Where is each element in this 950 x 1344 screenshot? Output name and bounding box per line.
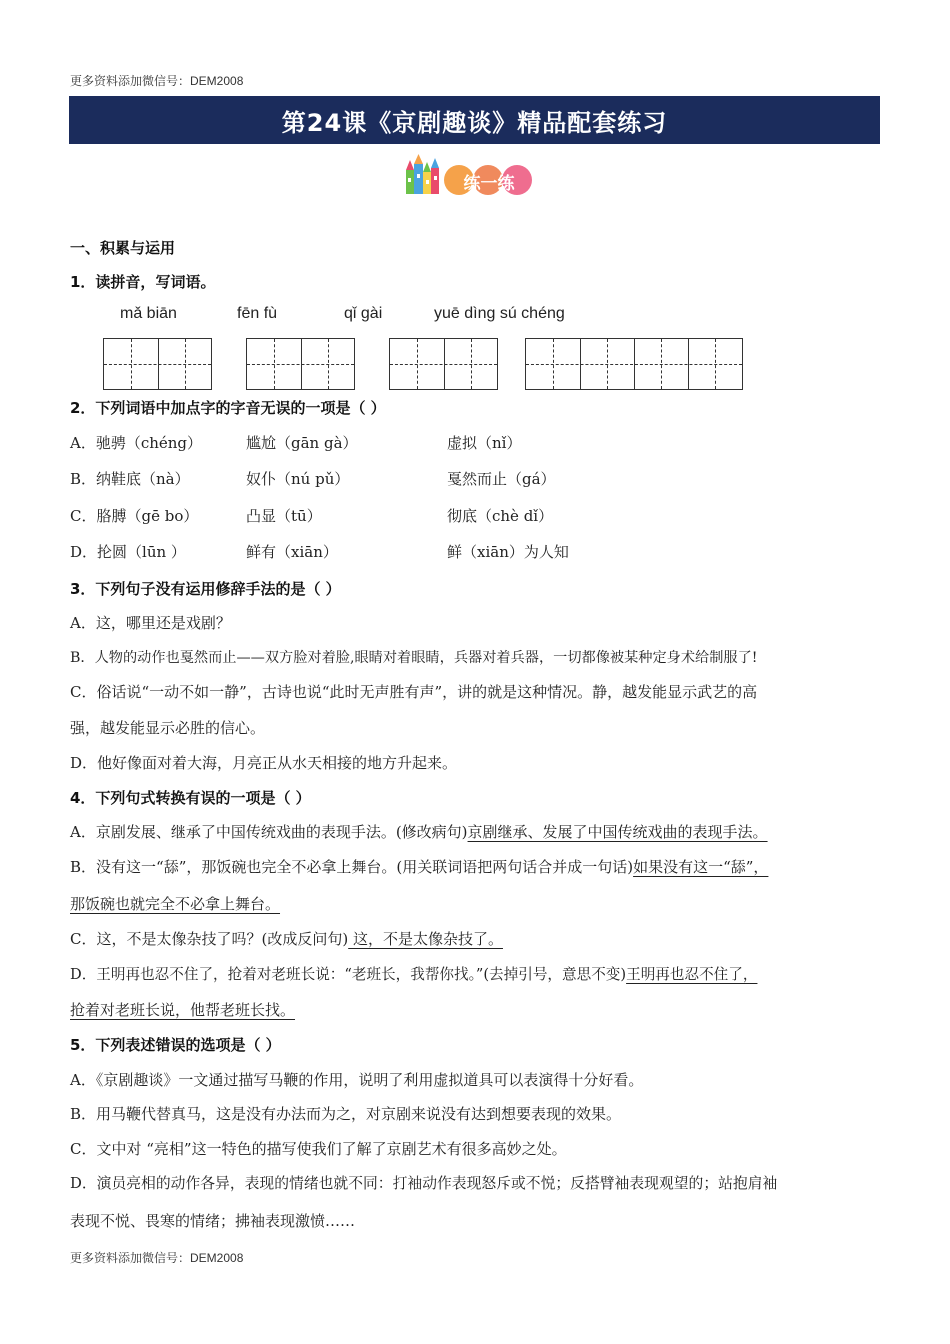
pinyin-3: qǐ gài bbox=[344, 305, 383, 322]
q4-option-c-text: C．这，不是太像杂技了吗？(改成反问句) bbox=[70, 930, 349, 948]
q4-option-d-answer-2: 抢着对老班长说，他帮老班长找。 bbox=[70, 1001, 296, 1019]
q4-option-c-answer: 这，不是太像杂技了。 bbox=[348, 930, 503, 948]
q5-option-a: A．《京剧趣谈》一文通过描写马鞭的作用，说明了利用虚拟道具可以表演得十分好看。 bbox=[70, 1071, 644, 1089]
q4-option-b bbox=[70, 856, 768, 877]
question-5-title: 5．下列表述错误的选项是（ ） bbox=[70, 1036, 281, 1054]
footer-note: 更多资料添加微信号：DEM2008 bbox=[70, 1251, 244, 1265]
page-title: 第24课《京剧趣谈》精品配套练习 bbox=[69, 96, 880, 144]
q4-option-c bbox=[70, 928, 503, 949]
q2-option-d-2: 鲜有（xiān） bbox=[246, 543, 338, 561]
q4-option-a-text: A．京剧发展、继承了中国传统戏曲的表现手法。(修改病句) bbox=[70, 823, 468, 841]
question-1-title: 1．读拼音，写词语。 bbox=[70, 273, 216, 291]
q4-option-d-line2 bbox=[70, 999, 295, 1020]
writing-grid-4[interactable] bbox=[525, 338, 743, 390]
q2-option-a-2: 尴尬（gān gà） bbox=[246, 434, 358, 452]
practice-badge bbox=[404, 154, 534, 198]
q5-option-b: B．用马鞭代替真马，这是没有办法而为之，对京剧来说没有达到想要表现的效果。 bbox=[70, 1105, 622, 1123]
q3-option-b: B．人物的动作也戛然而止——双方脸对着脸,眼睛对着眼睛，兵器对着兵器，一切都像被某种定身术给制服了! bbox=[70, 650, 758, 666]
q4-option-d-answer-1: 王明再也忍不住了， bbox=[626, 966, 758, 983]
q3-option-c-line1: C．俗话说“一动不如一静”，古诗也说“此时无声胜有声”，讲的就是这种情况。静，越发能显示武艺的高 bbox=[70, 683, 758, 701]
writing-grid-1[interactable] bbox=[103, 338, 212, 390]
header-note: 更多资料添加微信号：DEM2008 bbox=[70, 74, 244, 88]
q5-option-d-line1: D．演员亮相的动作各异，表现的情绪也就不同：打袖动作表现怒斥或不悦；反搭臂袖表现观望的；站抱肩袖 bbox=[70, 1175, 778, 1192]
question-4-title: 4．下列句式转换有误的一项是（ ） bbox=[70, 789, 311, 807]
pinyin-2: fēn fù bbox=[237, 305, 278, 322]
q4-option-b-answer-1: 如果没有这一“舔”， bbox=[633, 858, 769, 876]
pinyin-4: yuē dìng sú chéng bbox=[434, 305, 565, 322]
q2-option-a: A．驰骋（chéng） bbox=[70, 434, 203, 452]
pinyin-1: mǎ biān bbox=[120, 305, 177, 322]
q2-option-b-3: 戛然而止（gá） bbox=[447, 470, 556, 488]
writing-grid-2[interactable] bbox=[246, 338, 355, 390]
q4-option-a-answer: 京剧继承、发展了中国传统戏曲的表现手法。 bbox=[467, 823, 768, 841]
q2-option-c-3: 彻底（chè dǐ） bbox=[447, 507, 554, 525]
q2-option-a-3: 虚拟（nǐ） bbox=[447, 434, 522, 452]
q4-option-d bbox=[70, 963, 757, 984]
q4-option-b-answer-2: 那饭碗也就完全不必拿上舞台。 bbox=[70, 895, 281, 913]
q3-option-d: D．他好像面对着大海，月亮正从水天相接的地方升起来。 bbox=[70, 754, 458, 772]
question-2-title: 2．下列词语中加点字的字音无误的一项是（ ） bbox=[70, 399, 386, 417]
question-3-title: 3．下列句子没有运用修辞手法的是（ ） bbox=[70, 580, 341, 598]
q2-option-c-2: 凸显（tū） bbox=[246, 507, 322, 525]
q4-option-b-text: B．没有这一“舔”，那饭碗也完全不必拿上舞台。(用关联词语把两句话合并成一句话) bbox=[70, 858, 634, 876]
q2-option-c: C．胳膊（gē bo） bbox=[70, 507, 199, 525]
q3-option-a: A．这，哪里还是戏剧？ bbox=[70, 614, 231, 632]
q2-option-d: D．抡圆（lūn ） bbox=[70, 543, 186, 561]
q5-option-c: C．文中对 “亮相”这一特色的描写使我们了解了京剧艺术有很多高妙之处。 bbox=[70, 1140, 567, 1158]
q4-option-d-text: D．王明再也忍不住了，抢着对老班长说：“老班长，我帮你找。”(去掉引号，意思不变) bbox=[70, 966, 627, 983]
q2-option-d-3: 鲜（xiān）为人知 bbox=[447, 543, 569, 561]
q4-option-b-line2 bbox=[70, 893, 280, 914]
q2-option-b: B．纳鞋底（nà） bbox=[70, 470, 190, 488]
badge-text: 练一练 bbox=[463, 174, 515, 194]
q4-option-a bbox=[70, 821, 768, 842]
section-heading: 一、积累与运用 bbox=[70, 239, 176, 257]
q2-option-b-2: 奴仆（nú pǔ） bbox=[246, 470, 350, 488]
q3-option-c-line2: 强，越发能显示必胜的信心。 bbox=[70, 719, 266, 737]
q5-option-d-line2: 表现不悦、畏寒的情绪；拂袖表现激愤…… bbox=[70, 1212, 356, 1230]
writing-grid-3[interactable] bbox=[389, 338, 498, 390]
